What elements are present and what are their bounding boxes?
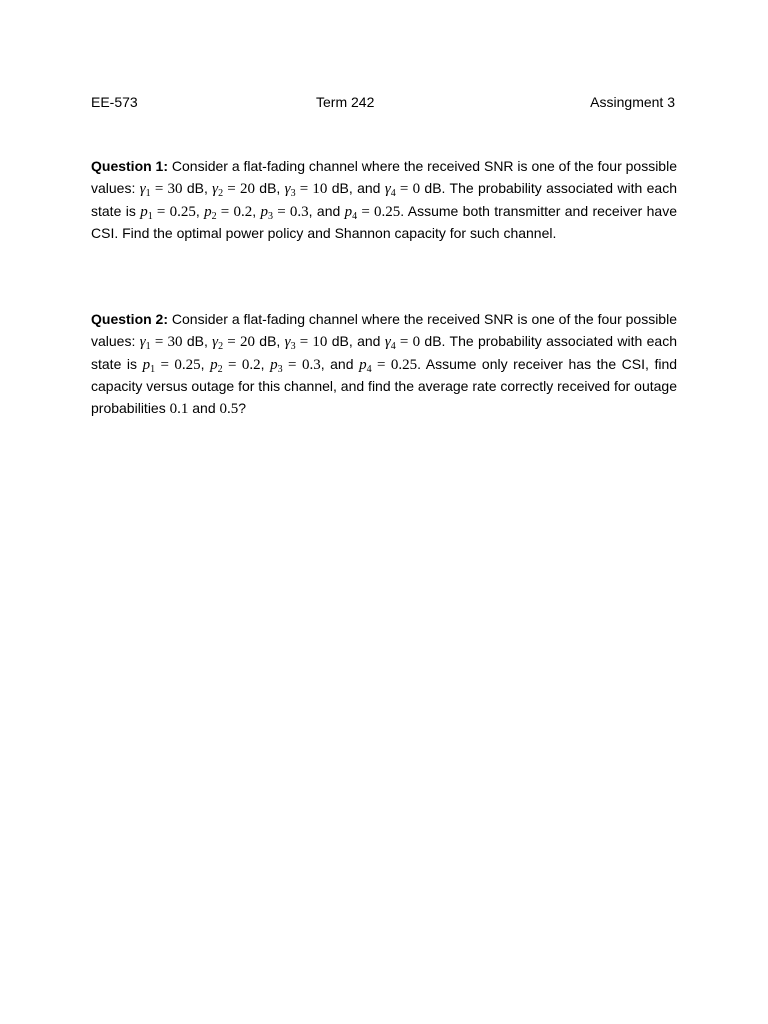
document-header (91, 94, 677, 114)
outage-probability-1: 0.1 (169, 401, 189, 418)
snr-gamma-2: $\gamma_2 = 20$ (212, 333, 255, 352)
question-1: Question 1: Consider a flat-fading channel where the received SNR is one of the four possible values: $\gamma_1 = 30$ dB, $\gamma_2 = 20$ dB, $\gamma_3 = 10$ dB, and $\gamma_4 = 0$ dB. The probability associated with each state is $p_1 = 0.25$, $p_2 = 0.2$, $p_3 = 0.3$, and $p_4 = 0.25$. Assume both transmitter and receiver have CSI. Find the optimal power policy and Shannon capacity for such channel. (91, 158, 677, 242)
snr-gamma-4: $\gamma_4 = 0$ (384, 180, 421, 199)
course-code: EE-573 (91, 94, 138, 110)
prob-p-2: $p_2 = 0.2$ (210, 356, 261, 375)
prob-p-1: $p_1 = 0.25$ (142, 356, 201, 375)
prob-p-3: $p_3 = 0.3$ (270, 356, 321, 375)
prob-p-4: $p_4 = 0.25$ (359, 356, 418, 375)
question-text: Consider a flat-fading channel where the received SNR is one of the four possible values: (91, 158, 677, 196)
snr-gamma-2: $\gamma_2 = 20$ (212, 180, 255, 199)
snr-gamma-1: $\gamma_1 = 30$ (139, 333, 183, 352)
term-label: Term 242 (316, 94, 375, 110)
snr-gamma-4: $\gamma_4 = 0$ (384, 333, 421, 352)
outage-probability-2: 0.5 (219, 401, 239, 418)
snr-gamma-3: $\gamma_3 = 10$ (284, 333, 328, 352)
prob-p-3: $p_3 = 0.3$ (260, 203, 309, 222)
question-2-label: Question 2: (91, 311, 169, 327)
prob-p-1: $p_1 = 0.25$ (140, 203, 196, 222)
question-text: Consider a flat-fading channel where the received SNR is one of the four possible values: (91, 311, 677, 349)
prob-p-4: $p_4 = 0.25$ (344, 203, 401, 222)
question-1-label: Question 1: (91, 158, 169, 174)
assignment-title: Assingment 3 (590, 94, 675, 110)
snr-gamma-3: $\gamma_3 = 10$ (284, 180, 328, 199)
prob-p-2: $p_2 = 0.2$ (204, 203, 253, 222)
question-2: Question 2: Consider a flat-fading channel where the received SNR is one of the four possible values: $\gamma_1 = 30$ dB, $\gamma_2 = 20$ dB, $\gamma_3 = 10$ dB, and $\gamma_4 = 0$ dB. The probability associated with each state is $p_1 = 0.25$, $p_2 = 0.2$, $p_3 = 0.3$, and $p_4 = 0.25$. Assume only receiver has the CSI, find capacity versus outage for this channel, and find the average rate correctly received for outage probabilities 0.1 and 0.5? (91, 311, 678, 418)
snr-gamma-1: $\gamma_1 = 30$ (139, 180, 183, 199)
